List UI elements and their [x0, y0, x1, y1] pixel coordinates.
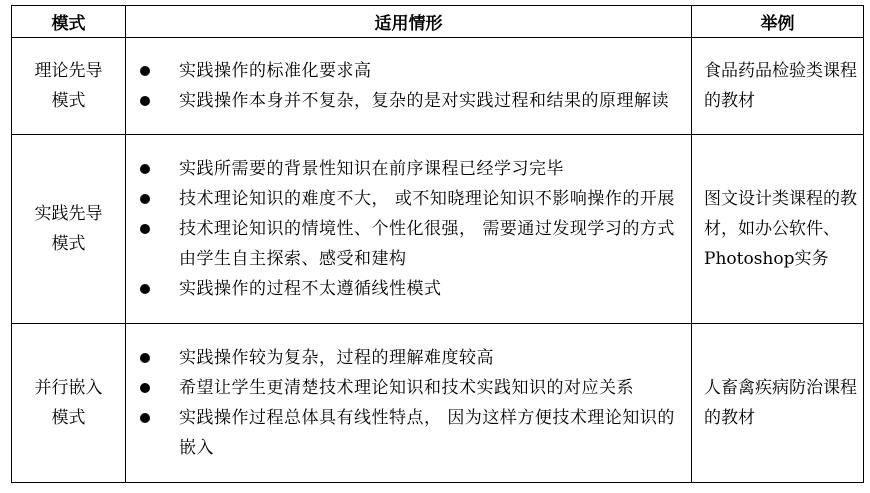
- mode-name-line2: 模式: [51, 408, 86, 428]
- bullet-icon: [140, 353, 150, 363]
- table-row-parallel-embedded: [12, 324, 864, 483]
- condition-item: [126, 373, 681, 403]
- mode-name-line1: 理论先导: [34, 61, 103, 81]
- condition-item: [126, 154, 681, 184]
- condition-text: 技术理论知识的情境性、个性化很强， 需要通过发现学习的方式由学生自主探索、感受和建构: [179, 219, 675, 269]
- condition-text: 实践操作本身并不复杂，复杂的是对实践过程和结果的原理解读: [179, 91, 669, 111]
- bullet-icon: [140, 284, 150, 294]
- condition-text: 实践操作的过程不太遵循线性模式: [179, 279, 442, 299]
- mode-name-line1: 并行嵌入: [34, 378, 103, 398]
- bullet-icon: [140, 413, 150, 423]
- condition-item: [126, 274, 681, 304]
- condition-text: 实践操作过程总体具有线性特点， 因为这样方便技术理论知识的嵌入: [179, 408, 675, 458]
- bullet-icon: [140, 66, 150, 76]
- example-cell: 人畜禽疾病防治课程的教材: [692, 324, 864, 483]
- condition-text: 希望让学生更清楚技术理论知识和技术实践知识的对应关系: [179, 378, 634, 398]
- condition-item: [126, 214, 681, 274]
- bullet-icon: [140, 164, 150, 174]
- condition-text: 实践操作的标准化要求高: [179, 61, 372, 81]
- page: [11, 5, 864, 483]
- mode-cell: [12, 38, 126, 135]
- header-conditions: 适用情形: [126, 6, 692, 38]
- condition-text: 实践所需要的背景性知识在前序课程已经学习完毕: [179, 159, 564, 179]
- example-cell: 图文设计类课程的教材，如办公软件、Photoshop实务: [692, 135, 864, 324]
- header-examples: 举例: [692, 6, 864, 38]
- bullet-icon: [140, 194, 150, 204]
- table-row-theory-first: [12, 38, 864, 135]
- mode-cell: [12, 135, 126, 324]
- condition-item: [126, 184, 681, 214]
- mode-comparison-table: [11, 5, 864, 483]
- condition-list: [126, 343, 681, 463]
- bullet-icon: [140, 96, 150, 106]
- condition-list: [126, 154, 681, 304]
- mode-name-line2: 模式: [51, 91, 86, 111]
- bullet-icon: [140, 383, 150, 393]
- mode-name-line2: 模式: [51, 234, 86, 254]
- conditions-cell: [126, 38, 692, 135]
- condition-item: [126, 343, 681, 373]
- bullet-icon: [140, 224, 150, 234]
- conditions-cell: [126, 135, 692, 324]
- conditions-cell: [126, 324, 692, 483]
- condition-text: 技术理论知识的难度不大， 或不知晓理论知识不影响操作的开展: [179, 189, 675, 209]
- condition-list: [126, 56, 681, 116]
- header-mode: 模式: [12, 6, 126, 38]
- mode-cell: [12, 324, 126, 483]
- condition-item: [126, 403, 681, 463]
- condition-item: [126, 86, 681, 116]
- mode-name-line1: 实践先导: [34, 204, 103, 224]
- table-row-practice-first: [12, 135, 864, 324]
- example-cell: 食品药品检验类课程的教材: [692, 38, 864, 135]
- condition-text: 实践操作较为复杂，过程的理解难度较高: [179, 348, 494, 368]
- condition-item: [126, 56, 681, 86]
- header-row: [12, 6, 864, 38]
